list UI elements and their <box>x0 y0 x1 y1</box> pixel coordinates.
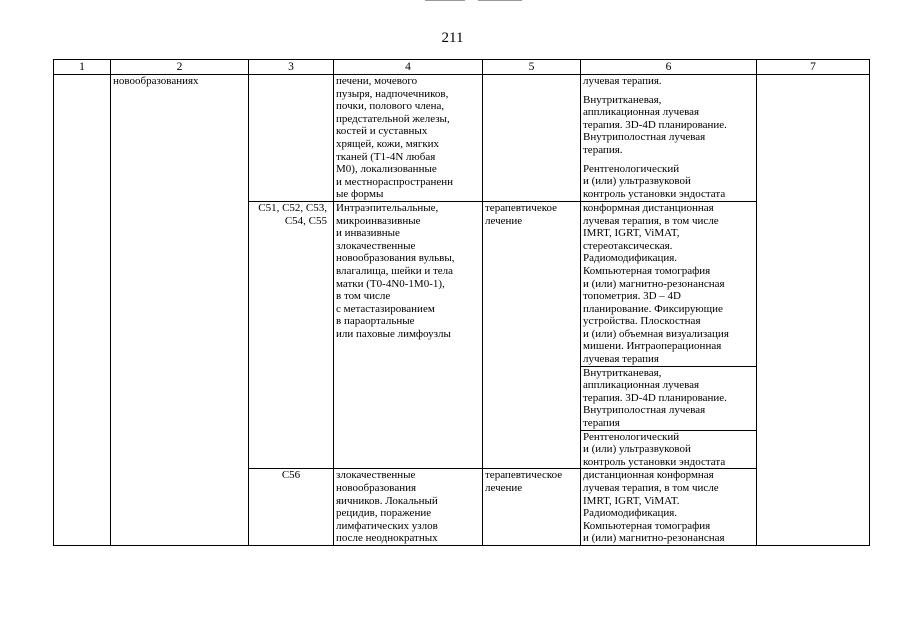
row3-col6-line: лучевая терапия, в том числе <box>583 482 719 494</box>
row2-col6-line: стереотаксическая. <box>583 239 673 252</box>
row1-col4-line: тканей (T1-4N любая <box>336 150 436 163</box>
row1-col4-line: и местнораспространенн <box>336 175 454 188</box>
row1-col6-line: терапия. 3D-4D планирование. <box>583 118 727 131</box>
row1-col4-line: печени, мочевого <box>336 75 418 87</box>
row2-col6-line: устройства. Плоскостная <box>583 315 701 328</box>
row2-col4-line: с метастазированием <box>336 302 435 315</box>
row2-col6-line: лучевая терапия, в том числе <box>583 214 719 227</box>
icd-codes-line: C54, C55 <box>284 214 327 227</box>
treatment-type-line: лечение <box>485 214 523 227</box>
row3-col4-line: яичников. Локальный <box>336 494 438 507</box>
header-col-6: 6 <box>581 60 757 75</box>
page-number: 211 <box>441 30 464 46</box>
row2-col4-line: новообразования вульвы, <box>336 252 455 265</box>
row2-col6-line: и (или) объемная визуализация <box>583 327 729 340</box>
diagnosis-group-text: новообразованиях <box>113 75 199 87</box>
header-col-1: 1 <box>54 60 111 75</box>
row2-col4-line: микроинвазивные <box>336 214 421 227</box>
row2-col6-line: терапия <box>583 417 620 430</box>
row2-col6-line: и (или) магнитно-резонансная <box>583 277 725 290</box>
row2-col6-line: Радиомодификация. <box>583 252 678 265</box>
row2-col6-sub2 <box>581 366 757 430</box>
row3-col6-line: и (или) магнитно-резонансная <box>583 532 725 545</box>
row1-col4-line: почки, полового члена, <box>336 100 445 113</box>
row2-col6-sub3 <box>581 430 757 469</box>
header-col-5: 5 <box>483 60 581 75</box>
top-edge-mark-right <box>478 0 522 1</box>
row2-col6-line: лучевая терапия <box>583 353 659 366</box>
row1-col4 <box>334 75 483 202</box>
col1-cell <box>54 75 111 546</box>
row2-col6-line: Рентгенологический <box>583 430 680 443</box>
row2-col6-line: аппликационная лучевая <box>583 379 700 392</box>
row2-col4-line: или паховые лимфоузлы <box>336 327 451 340</box>
top-edge-mark-left <box>425 0 465 1</box>
row3-col6-line: IMRT, IGRT, ViMAT. <box>583 494 680 507</box>
row1-col6-line: аппликационная лучевая <box>583 106 700 119</box>
row2-col4-line: в параортальные <box>336 315 415 328</box>
row3-col4-line: новообразования <box>336 482 417 494</box>
row3-col5 <box>483 469 581 546</box>
row2-col5 <box>483 201 581 468</box>
row2-col6-line: Внутритканевая, <box>583 366 662 379</box>
row2-col6-line: и (или) ультразвуковой <box>583 443 691 456</box>
row3-col6-line: дистанционная конформная <box>583 469 714 482</box>
header-row <box>54 60 870 75</box>
row2-col6-line: контроль установки эндостата <box>583 455 726 468</box>
row2-col4 <box>334 201 483 468</box>
row2-col4-line: матки (T0-4N0-1M0-1), <box>336 277 445 290</box>
row1-col4-line: предстательной железы, <box>336 112 450 125</box>
row1-col6-line: контроль установки эндостата <box>583 187 726 200</box>
row2-col4-line: Интраэпительальные, <box>336 201 439 214</box>
row3-col6-line: Компьютерная томография <box>583 519 711 532</box>
col2-cell <box>111 75 249 546</box>
row2-col6-line: Внутриполостная лучевая <box>583 404 706 417</box>
treatment-type-line: лечение <box>485 482 523 494</box>
row3-col3 <box>249 469 334 546</box>
row1-col6-line: терапия. <box>583 143 623 156</box>
row1-col6-line: Рентгенологический <box>583 162 680 175</box>
row2-col6-line: IMRT, IGRT, ViMAT, <box>583 227 680 240</box>
row1-col6-line: лучевая терапия. <box>583 75 662 87</box>
header-col-4: 4 <box>334 60 483 75</box>
row1-col5 <box>483 75 581 202</box>
row2-col6-line: мишени. Интраоперационная <box>583 340 722 353</box>
icd-code: C56 <box>281 469 301 482</box>
row1-col6-line: Внутриполостная лучевая <box>583 131 706 144</box>
row2-col4-line: злокачественные <box>336 239 416 252</box>
treatment-type-line: терапевтическое <box>485 469 563 482</box>
row3-col4-line: рецидив, поражение <box>336 507 432 520</box>
row2-col4-line: в том числе <box>336 290 391 303</box>
row1-col4-line: M0), локализованные <box>336 163 437 176</box>
row1-col6-line: Внутритканевая, <box>583 93 662 106</box>
treatment-table <box>53 59 870 546</box>
row1-col3 <box>249 75 334 202</box>
row3-col6-line: Радиомодификация. <box>583 507 678 520</box>
row3-col4-line: лимфатических узлов <box>336 519 438 532</box>
row3-col4-line: после неоднократных <box>336 532 438 545</box>
row2-col6-line: конформная дистанционная <box>583 201 714 214</box>
row3-col4-line: злокачественные <box>336 469 416 482</box>
col7-cell <box>757 75 870 546</box>
row2-col6-line: Компьютерная томография <box>583 264 711 277</box>
row2-col6-sub1 <box>581 201 757 366</box>
row2-col6-line: топометрия. 3D – 4D <box>583 290 681 303</box>
row1-col4-line: пузыря, надпочечников, <box>336 87 449 100</box>
row1-col4-line: ые формы <box>336 188 384 201</box>
header-col-7: 7 <box>757 60 870 75</box>
row2-col3 <box>249 201 334 468</box>
header-col-3: 3 <box>249 60 334 75</box>
row3-col4 <box>334 469 483 546</box>
header-col-2: 2 <box>111 60 249 75</box>
row2-col6-line: планирование. Фиксирующие <box>583 302 723 315</box>
row2-col4-line: и инвазивные <box>336 227 400 240</box>
table-row <box>54 75 870 202</box>
row1-col4-line: костей и суставных <box>336 125 428 138</box>
row3-col6 <box>581 469 757 546</box>
row2-col6-line: терапия. 3D-4D планирование. <box>583 391 727 404</box>
row1-col6 <box>581 75 757 202</box>
row2-col4-line: влагалища, шейки и тела <box>336 264 454 277</box>
row1-col4-line: хрящей, кожи, мягких <box>336 137 440 150</box>
row1-col6-line: и (или) ультразвуковой <box>583 175 691 188</box>
treatment-type-line: терапевтичекое <box>485 201 558 214</box>
icd-codes-line: C51, C52, C53, <box>258 201 327 214</box>
